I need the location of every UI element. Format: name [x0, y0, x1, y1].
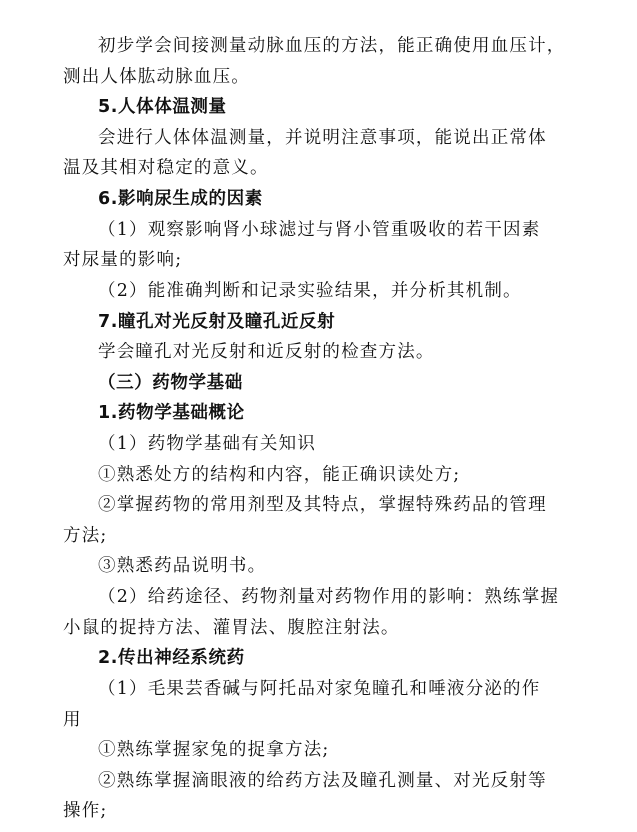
paragraph-line: ①熟练掌握家兔的捉拿方法; — [98, 740, 330, 760]
paragraph-line: （1）毛果芸香碱与阿托品对家兔瞳孔和唾液分泌的作 — [98, 679, 541, 699]
paragraph-line: 方法; — [63, 526, 108, 546]
paragraph-line: （2）能准确判断和记录实验结果，并分析其机制。 — [98, 281, 522, 301]
paragraph-line: 温及其相对稳定的意义。 — [63, 158, 269, 178]
paragraph-line: （2）给药途径、药物剂量对药物作用的影响：熟练掌握 — [98, 587, 560, 607]
paragraph-line: 测出人体肱动脉血压。 — [63, 67, 250, 87]
section-heading: 1.药物学基础概论 — [98, 403, 245, 423]
paragraph-line: 初步学会间接测量动脉血压的方法，能正确使用血压计， — [98, 36, 566, 56]
paragraph-line: ②熟练掌握滴眼液的给药方法及瞳孔测量、对光反射等 — [98, 771, 547, 791]
paragraph-line: ②掌握药物的常用剂型及其特点，掌握特殊药品的管理 — [98, 495, 547, 515]
paragraph-line: 操作; — [63, 801, 108, 821]
paragraph-line: 用 — [63, 710, 82, 730]
paragraph-line: （1）观察影响肾小球滤过与肾小管重吸收的若干因素 — [98, 220, 541, 240]
section-heading: 2.传出神经系统药 — [98, 648, 245, 668]
paragraph-line: 小鼠的捉持方法、灌胃法、腹腔注射法。 — [63, 618, 400, 638]
paragraph-line: ①熟悉处方的结构和内容，能正确识读处方; — [98, 465, 461, 485]
paragraph-line: 对尿量的影响; — [63, 250, 183, 270]
paragraph-line: （1）药物学基础有关知识 — [98, 434, 317, 454]
section-heading: 6.影响尿生成的因素 — [98, 189, 263, 209]
paragraph-line: 学会瞳孔对光反射和近反射的检查方法。 — [98, 342, 435, 362]
section-heading: 7.瞳孔对光反射及瞳孔近反射 — [98, 312, 336, 332]
section-heading: 5.人体体温测量 — [98, 97, 227, 117]
chapter-heading: （三）药物学基础 — [98, 373, 243, 393]
paragraph-line: 会进行人体体温测量，并说明注意事项，能说出正常体 — [98, 128, 547, 148]
paragraph-line: ③熟悉药品说明书。 — [98, 556, 267, 576]
